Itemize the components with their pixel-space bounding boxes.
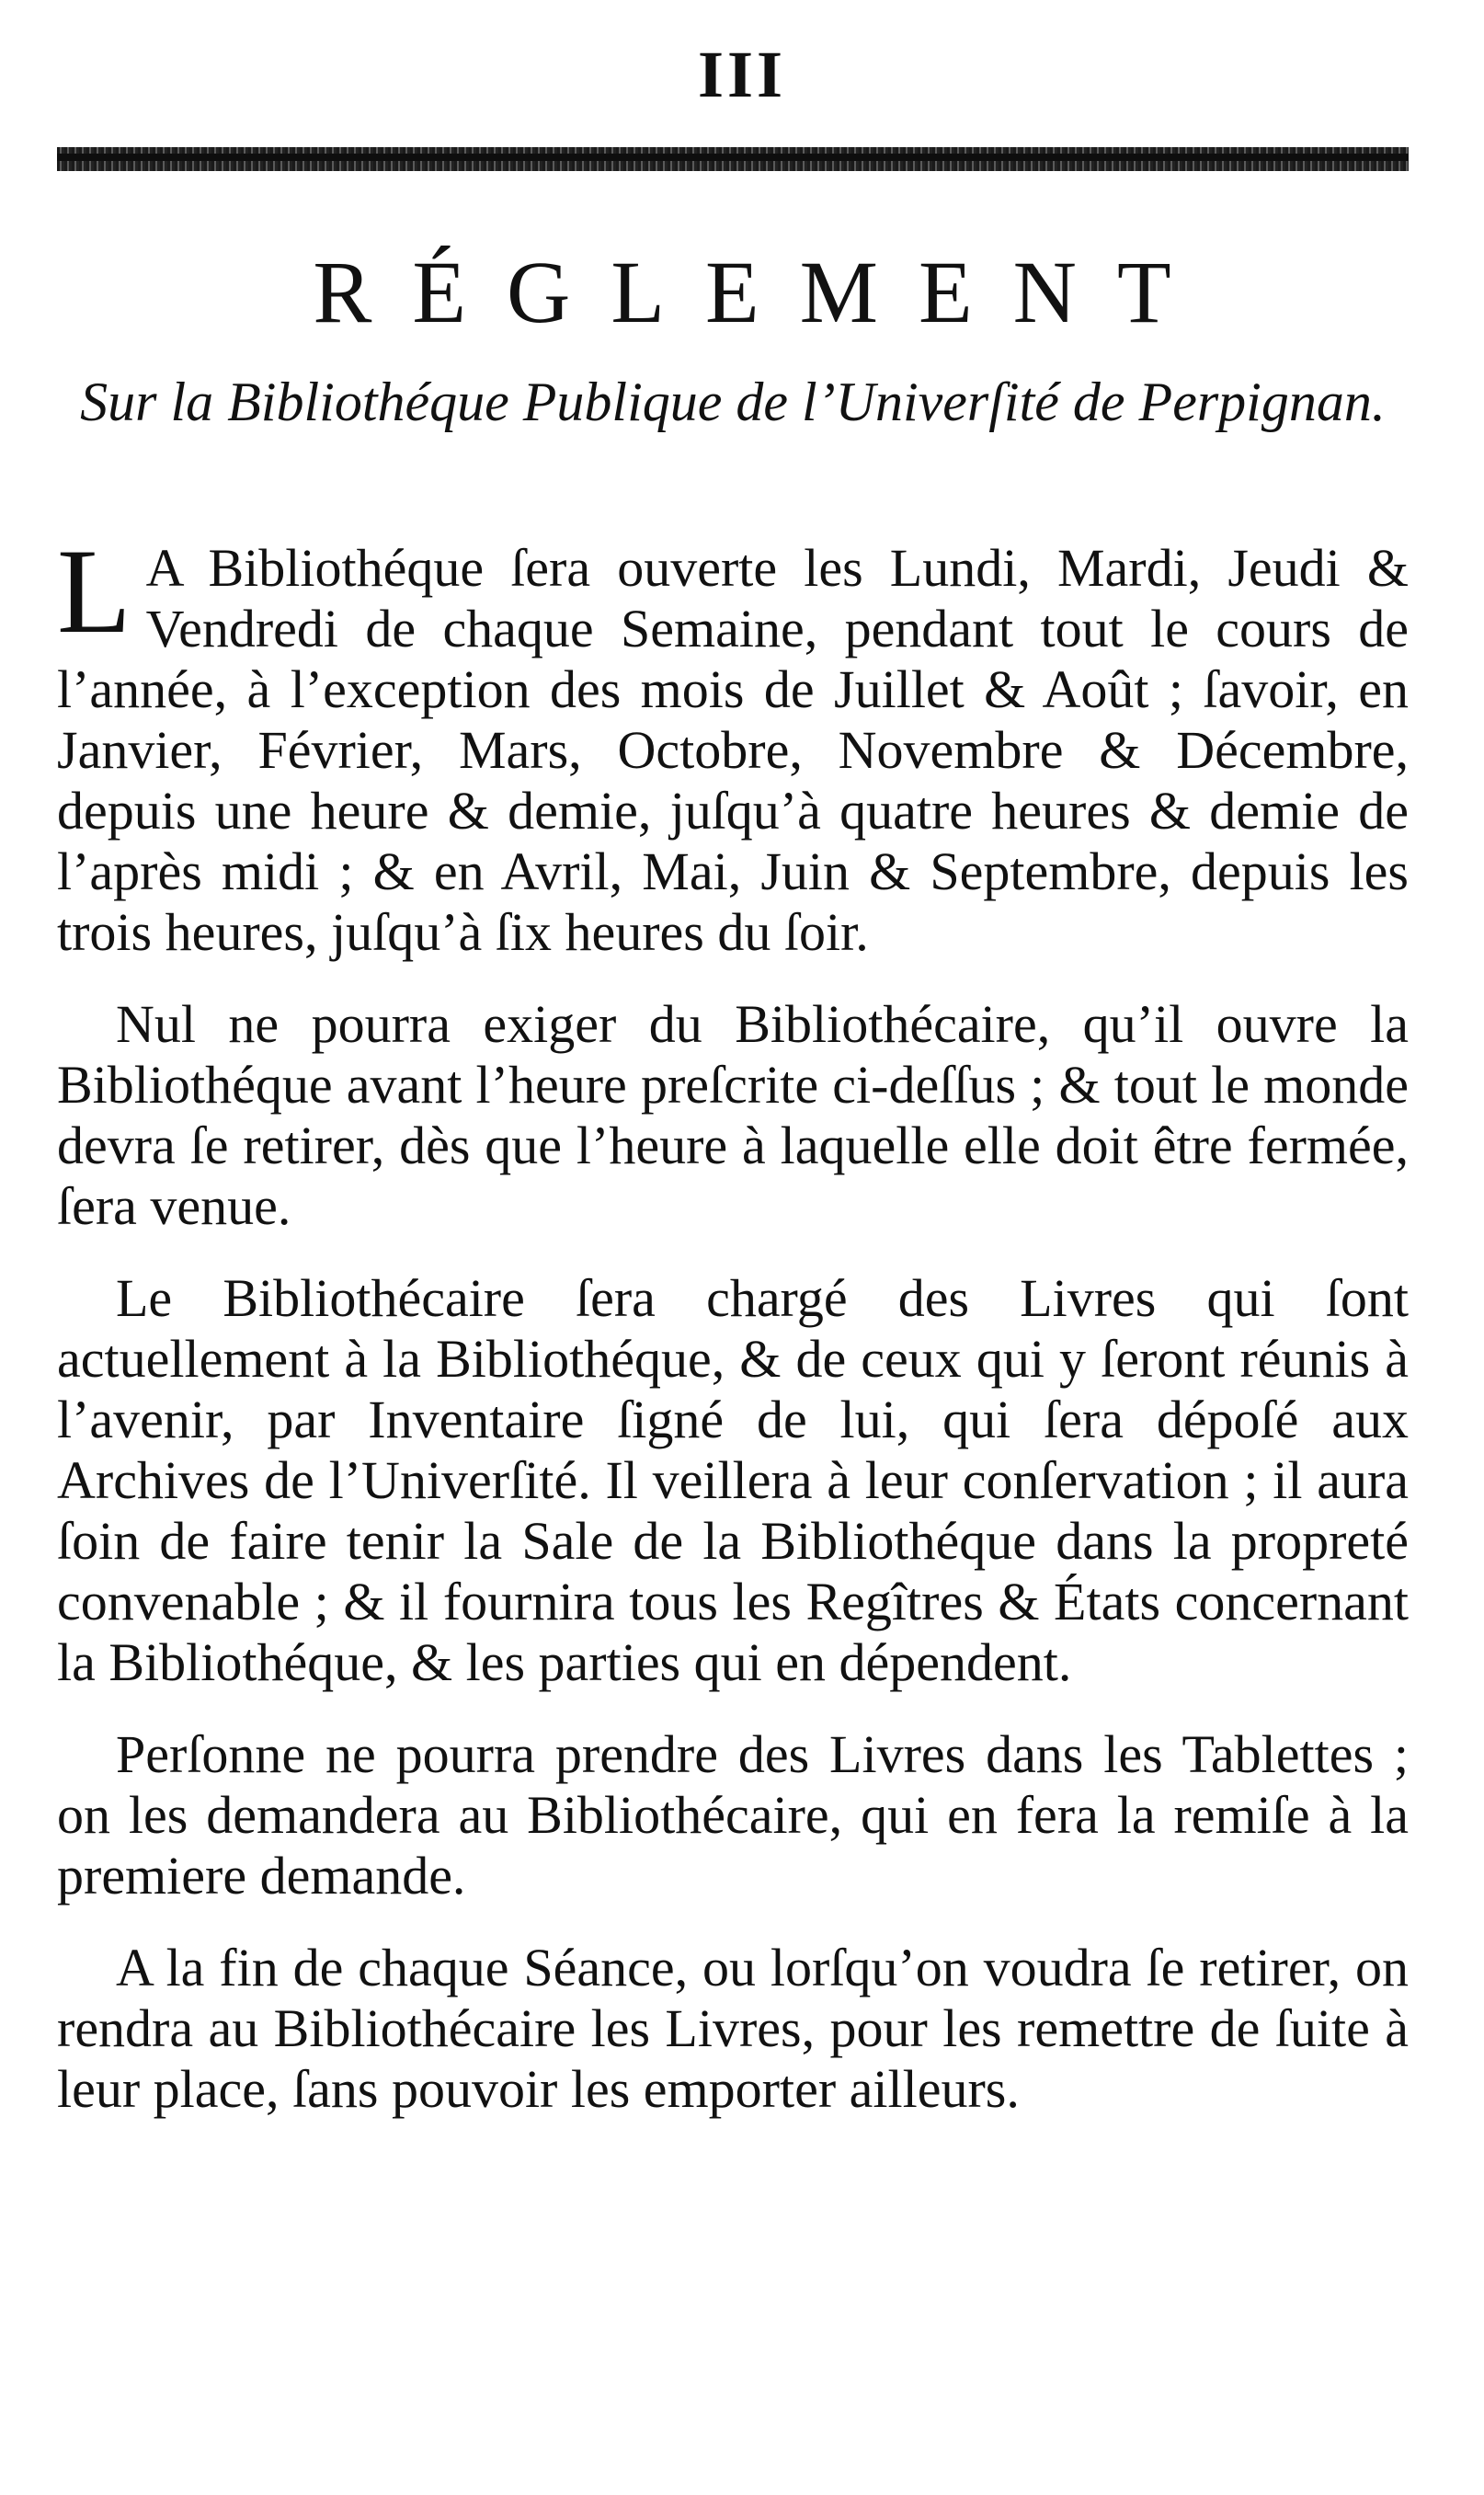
paragraph-1-text: A Bibliothéque ſera ouverte les Lundi, Mardi, Jeudi & Vendredi de chaque Semaine, pendant tout le cours de l’année, à l’exception des mois de Juillet & Août ; ſavoir, en Janvier, Février, Mars, Octobre, Novembre & Décembre, depuis une heure & demie, juſqu’à quatre heures & demie de l’après midi ; & en Avril, Mai, Juin & Septembre, depuis les trois heures, juſqu’à ſix heures du ſoir. <box>57 538 1409 962</box>
ornamental-rule-inner <box>57 154 1409 161</box>
drop-cap: L <box>57 523 131 658</box>
paragraph-3: Le Bibliothécaire ſera chargé des Livres qui ſont actuellement à la Bibliothéque, & de ceux qui y ſeront réunis à l’avenir, par Inventaire ſigné de lui, qui ſera dépoſé aux Archives de l’Univerſité. Il veillera à leur conſervation ; il aura ſoin de faire tenir la Sale de la Bibliothéque dans la propreté convenable ; & il fournira tous les Regîtres & États concernant la Bibliothéque, & les parties qui en dépendent. <box>57 1268 1409 1692</box>
paragraph-2: Nul ne pourra exiger du Bibliothécaire, qu’il ouvre la Bibliothéque avant l’heure preſcrite ci-deſſus ; & tout le monde devra ſe retirer, dès que l’heure à laquelle elle doit être fermée, ſera venue. <box>57 994 1409 1236</box>
page-number: III <box>697 38 787 111</box>
body-text <box>57 523 1409 2151</box>
paragraph-5: A la fin de chaque Séance, ou lorſqu’on voudra ſe retirer, on rendra au Bibliothécaire les Livres, pour les remettre de ſuite à leur place, ſans pouvoir les emporter ailleurs. <box>57 1938 1409 2119</box>
page-title: RÉGLEMENT <box>313 243 1212 341</box>
paragraph-1 <box>57 523 1409 963</box>
ornamental-rule <box>57 147 1409 171</box>
page-subtitle: Sur la Bibliothéque Publique de l’Univerſité de Perpignan. <box>80 372 1386 432</box>
paragraph-4: Perſonne ne pourra prendre des Livres dans les Tablettes ; on les demandera au Bibliothécaire, qui en fera la remiſe à la premiere demande. <box>57 1724 1409 1906</box>
